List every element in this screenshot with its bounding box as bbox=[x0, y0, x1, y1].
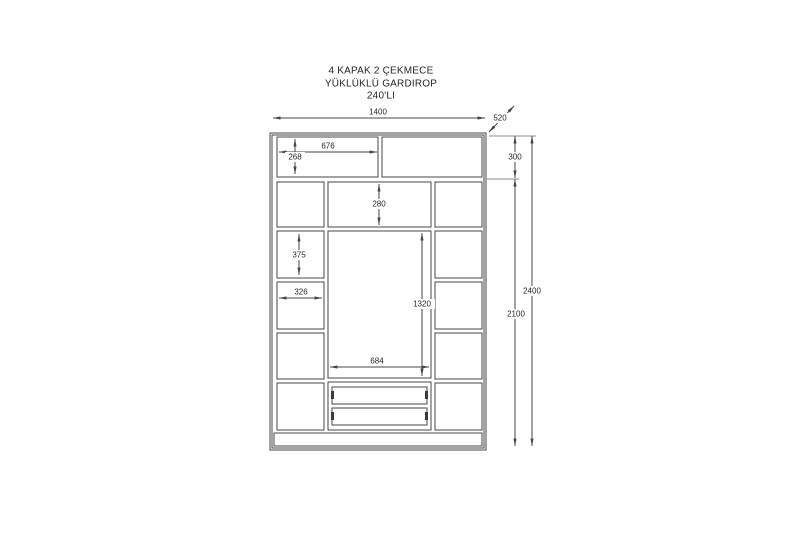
right-shelf-3 bbox=[435, 282, 482, 329]
title-line-1: 4 KAPAK 2 ÇEKMECE bbox=[328, 65, 434, 77]
right-shelf-2 bbox=[435, 231, 482, 278]
top-storage-right-door bbox=[382, 137, 482, 177]
right-shelf-1 bbox=[435, 182, 482, 227]
drawer-1-right-slide bbox=[425, 391, 428, 399]
left-shelf-1 bbox=[277, 182, 324, 227]
dim-top-section-height-label: 300 bbox=[508, 152, 522, 162]
drawing-title bbox=[325, 66, 437, 102]
right-shelf-4 bbox=[435, 333, 482, 379]
drawer-compartment bbox=[328, 382, 431, 430]
dim-side-column-width-label: 326 bbox=[294, 287, 308, 297]
title-line-3: 240'LI bbox=[366, 90, 396, 102]
dimension-lines bbox=[273, 106, 536, 446]
drawer-1 bbox=[332, 387, 427, 404]
left-shelf-5 bbox=[277, 383, 324, 430]
left-shelf-4 bbox=[277, 333, 324, 379]
dim-depth-label: 520 bbox=[493, 113, 507, 123]
right-shelf-5 bbox=[435, 383, 482, 430]
dim-top-compartment-height-label: 268 bbox=[288, 152, 302, 162]
drawer-2-right-slide bbox=[425, 412, 428, 420]
title-line-2: YÜKLÜKLÜ GARDIROP bbox=[324, 78, 438, 90]
dim-center-shelf-height-label: 280 bbox=[372, 199, 386, 209]
drawer-1-left-slide bbox=[331, 391, 334, 399]
dim-center-opening-height-label: 1320 bbox=[413, 299, 431, 309]
dim-side-shelf-height-label: 375 bbox=[292, 250, 306, 260]
dim-center-opening-width-label: 684 bbox=[370, 356, 384, 366]
base-plinth bbox=[274, 433, 482, 446]
dim-top-compartment-width-label: 676 bbox=[321, 141, 335, 151]
dim-overall-width-label: 1400 bbox=[369, 107, 387, 117]
dim-lower-body-height-label: 2100 bbox=[507, 309, 525, 319]
drawer-2-left-slide bbox=[331, 412, 334, 420]
drawer-2 bbox=[332, 408, 427, 425]
dim-total-height-label: 2400 bbox=[523, 286, 541, 296]
